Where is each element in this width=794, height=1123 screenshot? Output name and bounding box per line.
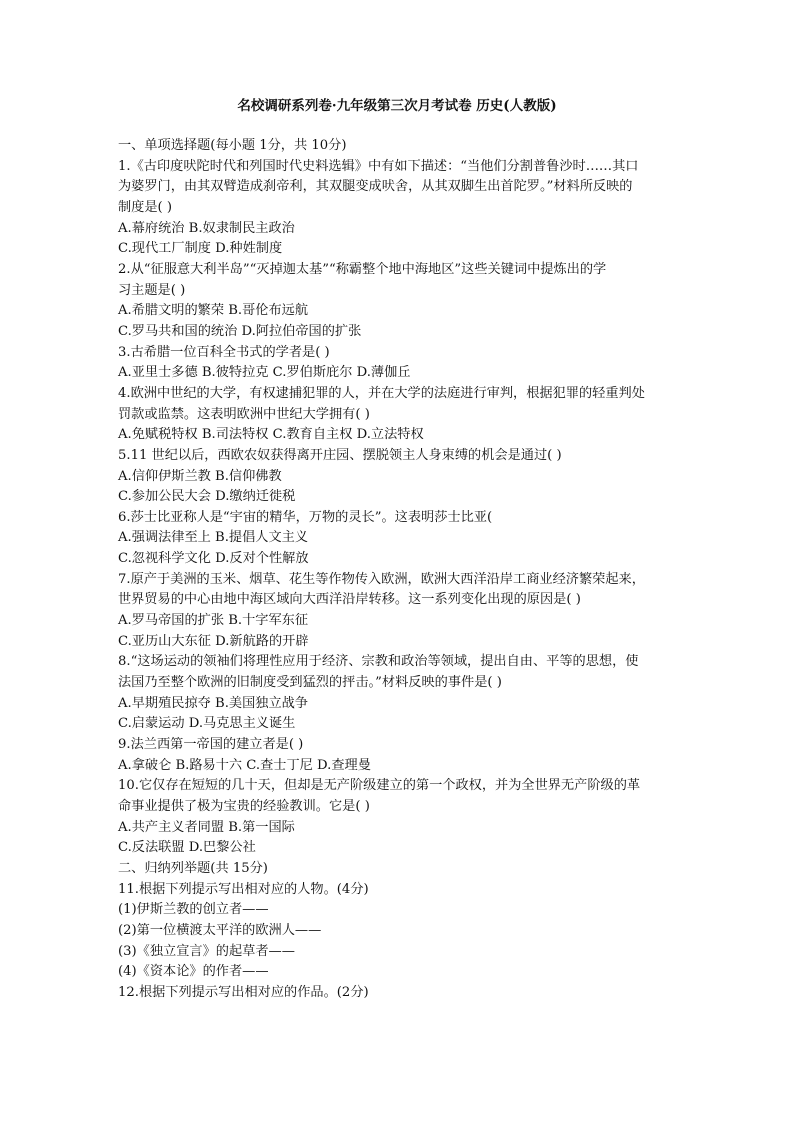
text-line: 2.从“征服意大利半岛”“灭掉迦太基”“称霸整个地中海地区”这些关键词中提炼出的学	[118, 261, 607, 277]
text-line: (1)伊斯兰教的创立者——	[118, 902, 269, 918]
text-line: C.启蒙运动 D.马克思主义诞生	[118, 716, 296, 732]
text-line: A.罗马帝国的扩张 B.十字军东征	[118, 613, 309, 629]
text-line: A.亚里士多德 B.彼特拉克 C.罗伯斯庇尔 D.薄伽丘	[118, 365, 411, 381]
text-line: (4)《资本论》的作者——	[118, 964, 269, 980]
text-line: A.拿破仑 B.路易十六 C.查士丁尼 D.查理曼	[118, 757, 371, 773]
text-line: A.希腊文明的繁荣 B.哥伦布远航	[118, 303, 309, 319]
exam-body	[118, 136, 684, 1004]
text-line: A.早期殖民掠夺 B.美国独立战争	[118, 695, 309, 711]
text-line: C.忽视科学文化 D.反对个性解放	[118, 551, 309, 567]
text-line: 习主题是( )	[118, 282, 186, 298]
exam-title: 名校调研系列卷·九年级第三次月考试卷 历史(人教版)	[237, 98, 557, 114]
text-line: C.参加公民大会 D.缴纳迁徙税	[118, 489, 296, 505]
text-line: A.强调法律至上 B.提倡人文主义	[118, 530, 309, 546]
text-line: C.现代工厂制度 D.种姓制度	[118, 241, 283, 257]
text-line: 6.莎士比亚称人是“宇宙的精华，万物的灵长”。这表明莎士比亚(	[118, 509, 493, 525]
text-line: 7.原产于美洲的玉米、烟草、花生等作物传入欧洲，欧洲大西洋沿岸工商业经济繁荣起来，	[118, 571, 645, 587]
text-line: C.亚历山大东征 D.新航路的开辟	[118, 633, 309, 649]
text-line: 罚款或监禁。这表明欧洲中世纪大学拥有( )	[118, 406, 370, 422]
text-line: (2)第一位横渡太平洋的欧洲人——	[118, 922, 322, 938]
text-line: 5.11 世纪以后，西欧农奴获得离开庄园、摆脱领主人身束缚的机会是通过( )	[118, 447, 562, 463]
text-line: 二、归纳列举题(共 15分)	[118, 860, 268, 876]
text-line: 法国乃至整个欧洲的旧制度受到猛烈的抨击。”材料反映的事件是( )	[118, 675, 502, 691]
text-line: 4.欧洲中世纪的大学，有权逮捕犯罪的人，并在大学的法庭进行审判，根据犯罪的轻重判处	[118, 385, 645, 401]
text-line: 世界贸易的中心由地中海区域向大西洋沿岸转移。这一系列变化出现的原因是( )	[118, 592, 581, 608]
text-line: A.幕府统治 B.奴隶制民主政治	[118, 220, 295, 236]
text-line: 一、单项选择题(每小题 1分，共 10分)	[118, 138, 347, 153]
text-line: (3)《独立宣言》的起草者——	[118, 943, 295, 959]
text-line: A.免赋税特权 B.司法特权 C.教育自主权 D.立法特权	[118, 427, 424, 443]
text-line: 为婆罗门，由其双臂造成刹帝利，其双腿变成吠舍，从其双脚生出首陀罗。”材料所反映的	[118, 179, 633, 195]
text-line: 命事业提供了极为宝贵的经验教训。它是( )	[118, 799, 370, 814]
text-line: A.共产主义者同盟 B.第一国际	[118, 819, 295, 835]
text-line: C.反法联盟 D.巴黎公社	[118, 840, 256, 856]
text-line: 制度是( )	[118, 199, 173, 215]
text-line: 11.根据下列提示写出相对应的人物。(4分)	[118, 881, 369, 897]
text-line: 1.《古印度吠陀时代和列国时代史料选辑》中有如下描述：“当他们分割普鲁沙时……其口	[118, 158, 639, 174]
text-line: 8.“这场运动的领袖们将理性应用于经济、宗教和政治等领域，提出自由、平等的思想，使	[118, 654, 639, 670]
text-line: 10.它仅存在短短的几十天，但却是无产阶级建立的第一个政权，并为全世界无产阶级的革	[118, 778, 641, 794]
text-line: 3.古希腊一位百科全书式的学者是( )	[118, 344, 330, 360]
text-line: C.罗马共和国的统治 D.阿拉伯帝国的扩张	[118, 323, 362, 339]
text-line: A.信仰伊斯兰教 B.信仰佛教	[118, 468, 282, 484]
text-line: 9.法兰西第一帝国的建立者是( )	[118, 737, 304, 753]
text-line: 12.根据下列提示写出相对应的作品。(2分)	[118, 984, 369, 1000]
